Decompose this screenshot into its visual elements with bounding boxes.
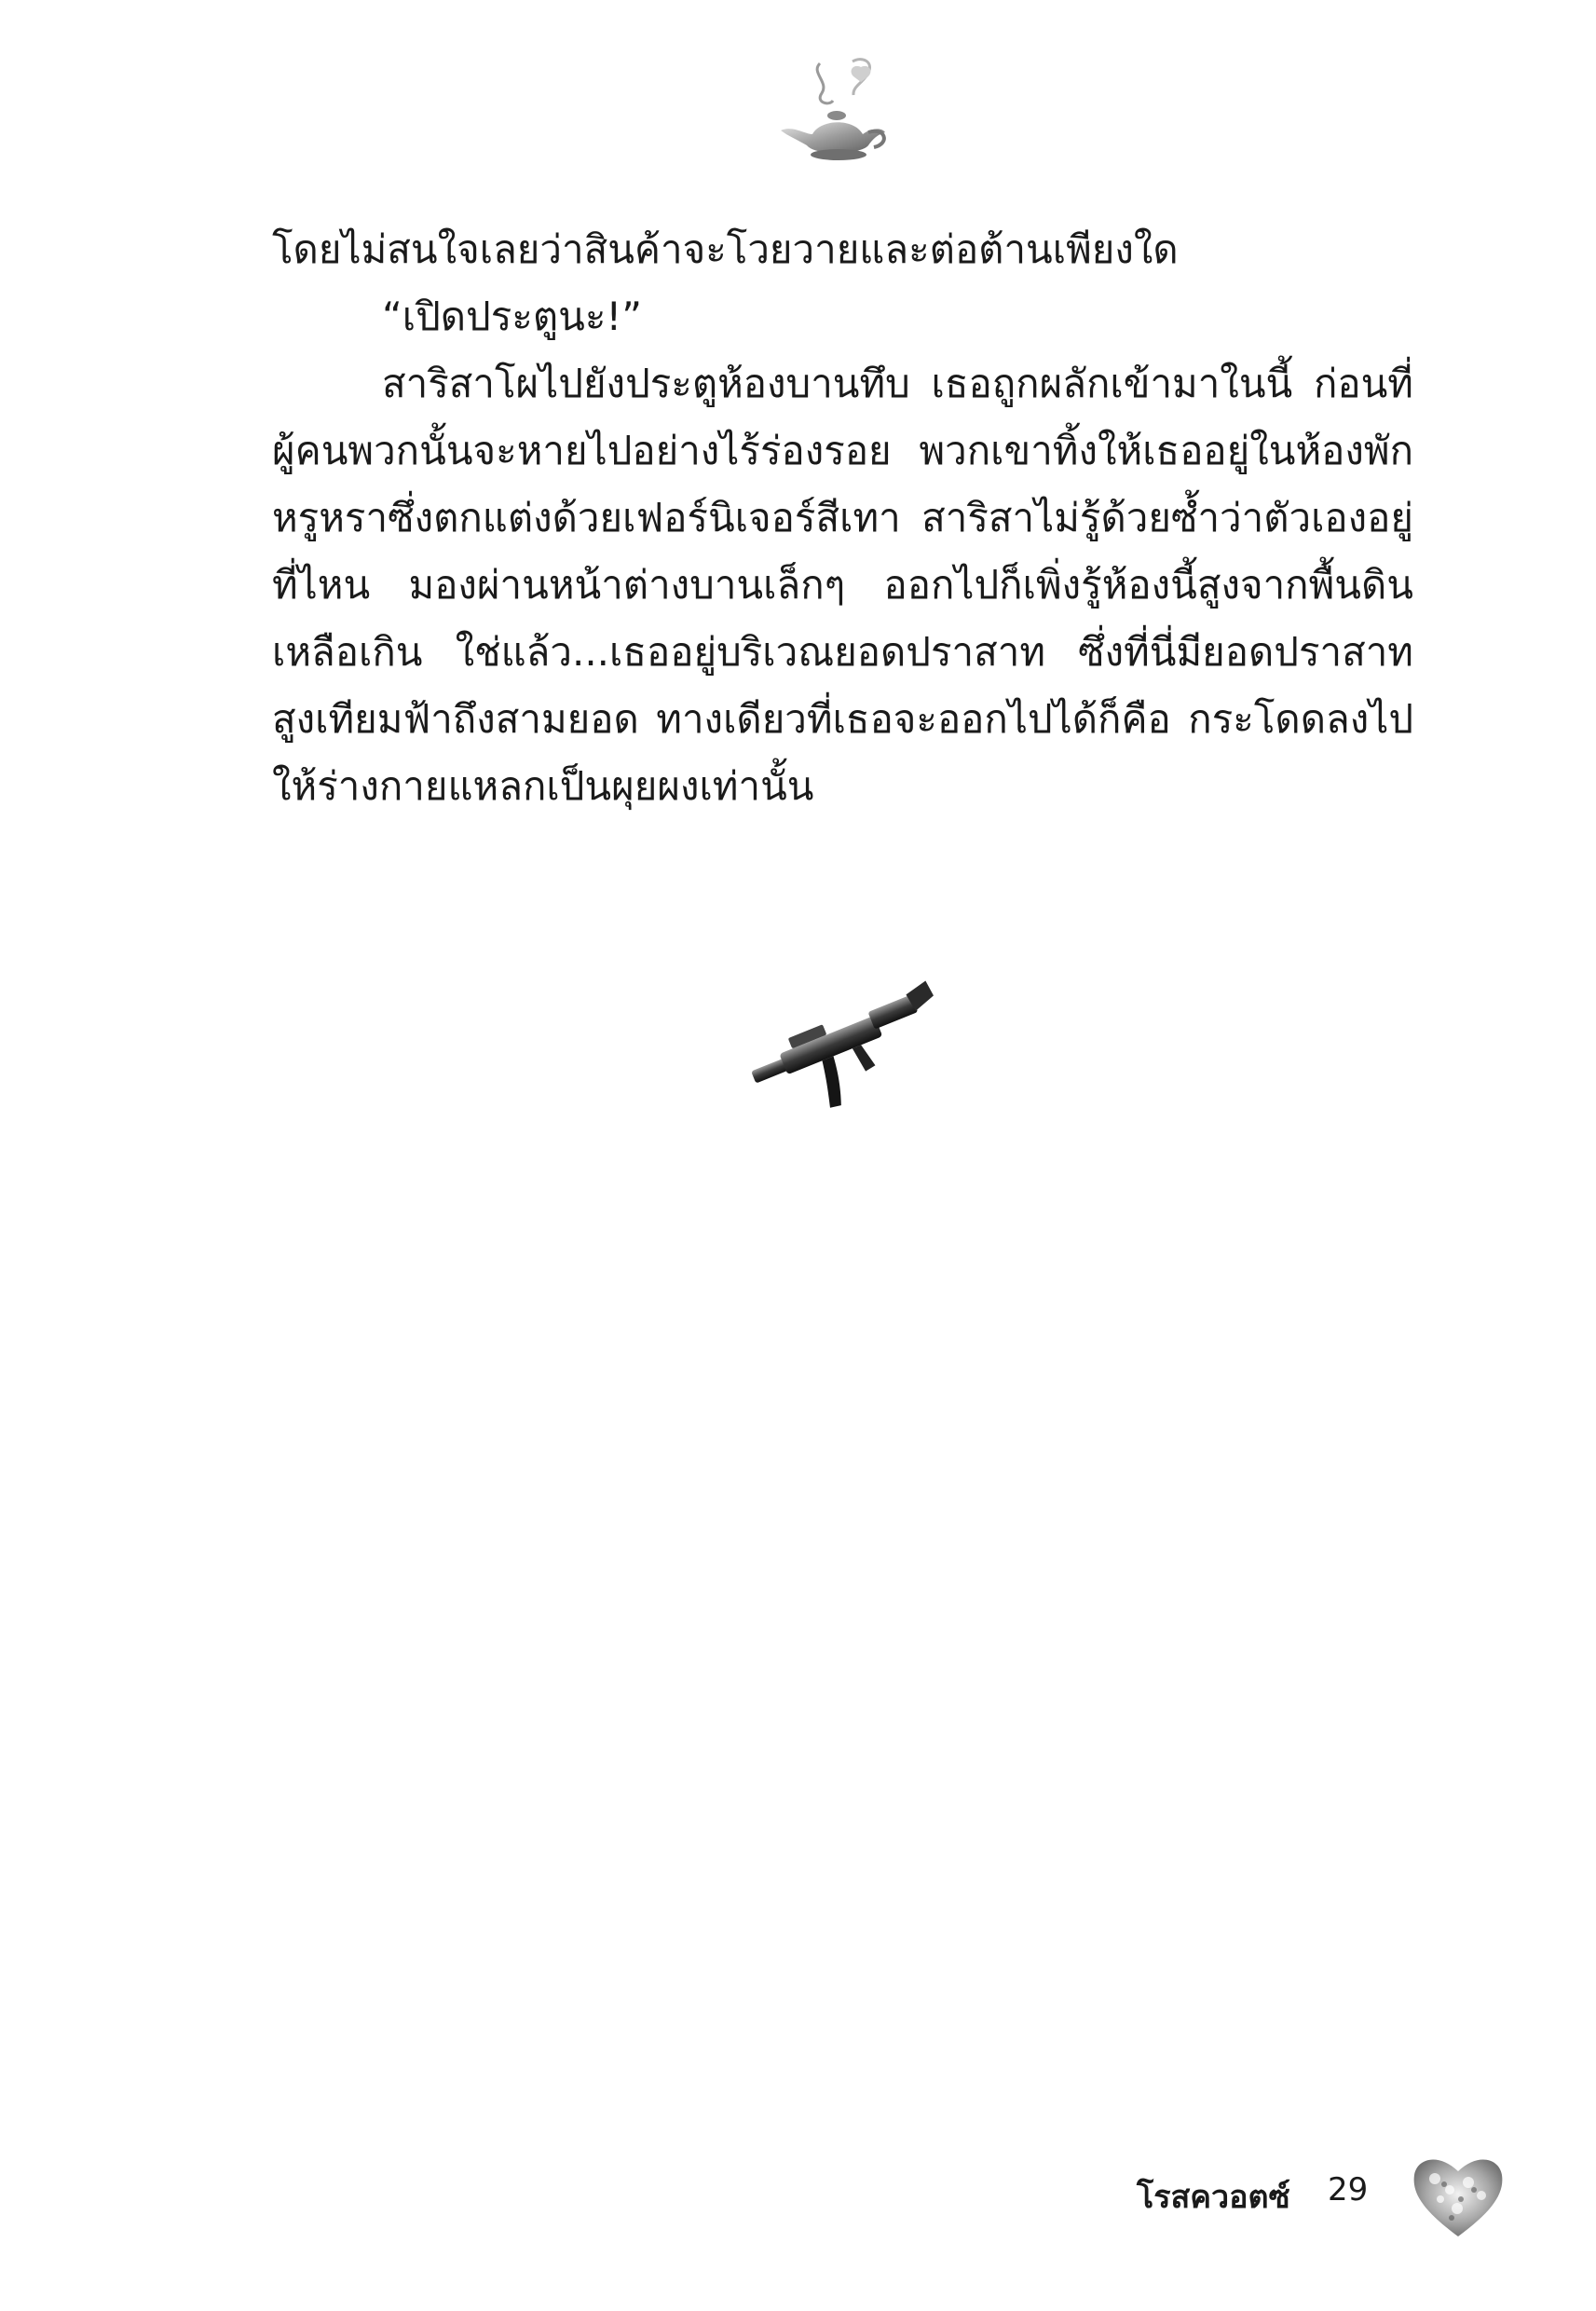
paragraph-line: เหลือเกิน ใช่แล้ว...เธออยู่บริเวณยอดปราสาท ซึ่งที่นี่มียอดปราสาท [272, 629, 1413, 675]
dialogue-line: “เปิดประตูนะ!” [382, 294, 642, 339]
paragraph-line: หรูหราซึ่งตกแต่งด้วยเฟอร์นิเจอร์สีเทา สาริสาไม่รู้ด้วยซ้ำว่าตัวเองอยู่ [272, 495, 1413, 540]
paragraph-line: โดยไม่สนใจเลยว่าสินค้าจะโวยวายและต่อต้านเพียงใด [272, 226, 1179, 272]
page-footer [1118, 2143, 1519, 2246]
paragraph-line: ที่ไหน มองผ่านหน้าต่างบานเล็กๆ ออกไปก็เพิ่งรู้ห้องนี้สูงจากพื้นดิน [272, 562, 1413, 608]
paragraph-line: ให้ร่างกายแหลกเป็นผุยผงเท่านั้น [272, 763, 814, 809]
genie-lamp-icon [764, 54, 904, 166]
body-text [272, 216, 1413, 820]
submachine-gun-icon [727, 969, 950, 1109]
paragraph-line: สูงเทียมฟ้าถึงสามยอด ทางเดียวที่เธอจะออกไปได้ก็คือ กระโดดลงไป [272, 696, 1413, 742]
flower-heart-icon [1407, 2143, 1509, 2246]
page-number: 29 [1328, 2171, 1369, 2208]
paragraph-line: ผู้คนพวกนั้นจะหายไปอย่างไร้ร่องรอย พวกเขาทิ้งให้เธออยู่ในห้องพัก [272, 428, 1413, 473]
paragraph-line: สาริสาโผไปยังประตูห้องบานทึบ เธอถูกผลักเข้ามาในนี้ ก่อนที่ [382, 361, 1413, 406]
book-title: โรสควอตซ์ [1137, 2179, 1290, 2216]
